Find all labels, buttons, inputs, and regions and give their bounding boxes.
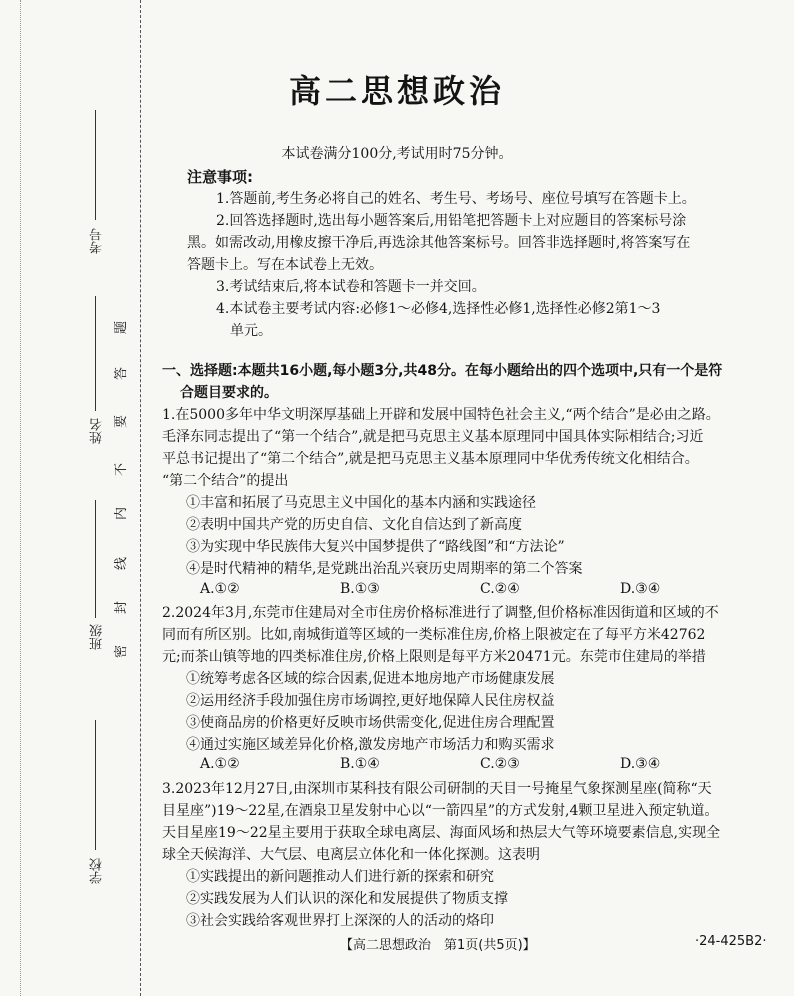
page-footer: 【高二思想政治 第1页(共5页)】 [340, 938, 536, 953]
seal-char: 答 [114, 366, 130, 381]
class-label: 班级 [90, 624, 105, 650]
question-stem [162, 404, 774, 492]
section-line: 合题目要求的。 [180, 385, 278, 401]
seal-char: 密 [114, 644, 130, 659]
school-label: 学校 [90, 858, 105, 884]
question-option: ④通过实施区域差异化价格,激发房地产市场活力和购买需求 [186, 737, 555, 753]
question-option: ②运用经济手段加强住房市场调控,更好地保障人民住房权益 [186, 693, 555, 709]
stem-line: 天目星座19～22星主要用于获取全球电离层、海面风场和热层大气等环境要素信息,实现全 [162, 825, 721, 841]
seal-char: 封 [114, 600, 130, 615]
class-line [95, 500, 96, 618]
exam-number-line [95, 110, 96, 220]
stem-line: 同而有所区别。比如,南城街道等区域的一类标准住房,价格上限被定在了每平方米42762 [162, 627, 706, 643]
question-option: ②表明中国共产党的历史自信、文化自信达到了新高度 [186, 517, 522, 533]
notice-item: 4.本试卷主要考试内容:必修1～必修4,选择性必修1,选择性必修2第1～3 [216, 301, 661, 317]
seal-char: 不 [114, 462, 130, 477]
question-option: ②实践发展为人们认识的深化和发展提供了物质支撑 [186, 891, 508, 907]
answer-choices [186, 581, 746, 597]
choice-c: C.②③ [480, 756, 520, 772]
choice-a: A.①② [200, 581, 240, 597]
exam-info: 本试卷满分100分,考试用时75分钟。 [281, 146, 513, 162]
answer-choices [186, 756, 746, 772]
question-option: ①丰富和拓展了马克思主义中国化的基本内涵和实践途径 [186, 495, 536, 511]
notice-heading: 注意事项: [187, 168, 253, 186]
choice-a: A.①② [200, 756, 240, 772]
question-stem [162, 602, 774, 668]
notice-item: 单元。 [230, 323, 272, 339]
stem-line: 3.2023年12月27日,由深圳市某科技有限公司研制的天目一号掩星气象探测星座(简称“天 [162, 781, 712, 797]
stem-line: 1.在5000多年中华文明深厚基础上开辟和发展中国特色社会主义,“两个结合”是必由之路。 [162, 407, 720, 423]
choice-d: D.③④ [620, 581, 661, 597]
question-stem [162, 778, 774, 866]
paper-code: ·24-425B2· [695, 934, 767, 949]
section-line: 一、选择题:本题共16小题,每小题3分,共48分。在每小题给出的四个选项中,只有一个是符 [162, 363, 723, 379]
choice-b: B.①④ [340, 756, 380, 772]
notice-item: 答题卡上。写在本试卷上无效。 [187, 257, 383, 273]
notice-item: 黑。如需改动,用橡皮擦干净后,再选涂其他答案标号。回答非选择题时,将答案写在 [187, 235, 691, 251]
stem-line: 球全天候海洋、大气层、电离层立体化和一体化探测。这表明 [162, 847, 540, 863]
seal-char: 要 [114, 414, 130, 429]
name-label: 姓名 [90, 418, 105, 444]
stem-line: 2.2024年3月,东莞市住建局对全市住房价格标准进行了调整,但价格标准因街道和区域的不 [162, 605, 719, 621]
question-option: ①实践提出的新问题推动人们进行新的探索和研究 [186, 869, 494, 885]
notice-item: 1.答题前,考生务必将自己的姓名、考生号、考场号、座位号填写在答题卡上。 [216, 191, 696, 207]
choice-c: C.②④ [480, 581, 520, 597]
seal-char: 线 [114, 556, 130, 571]
question-option: ④是时代精神的精华,是党跳出治乱兴衰历史周期率的第二个答案 [186, 561, 583, 577]
stem-line: 毛泽东同志提出了“第一个结合”,就是把马克思主义基本原理同中国具体实际相结合;习近 [162, 429, 704, 445]
question-option: ③为实现中华民族伟大复兴中国梦提供了“路线图”和“方法论” [186, 539, 565, 555]
seal-char: 题 [114, 320, 130, 335]
choice-d: D.③④ [620, 756, 661, 772]
question-option: ③使商品房的价格更好反映市场供需变化,促进住房合理配置 [186, 715, 555, 731]
section-heading [162, 360, 772, 404]
question-option: ①统筹考虑各区域的综合因素,促进本地房地产市场健康发展 [186, 671, 555, 687]
seal-char: 内 [114, 506, 130, 521]
notice-item: 2.回答选择题时,选出每小题答案后,用铅笔把答题卡上对应题目的答案标号涂 [216, 213, 687, 229]
exam-number-label: 考号 [90, 228, 105, 254]
school-line [95, 720, 96, 850]
choice-b: B.①③ [340, 581, 380, 597]
stem-line: 目星座”)19～22星,在酒泉卫星发射中心以“一箭四星”的方式发射,4颗卫星进入预定轨道。 [162, 803, 719, 819]
stem-line: “第二个结合”的提出 [162, 473, 289, 489]
notice-item: 3.考试结束后,将本试卷和答题卡一并交回。 [216, 279, 486, 295]
stem-line: 平总书记提出了“第二个结合”,就是把马克思主义基本原理同中华优秀传统文化相结合。 [162, 451, 699, 467]
stem-line: 元;而茶山镇等地的四类标准住房,价格上限则是每平方米20471元。东莞市住建局的举措 [162, 649, 706, 665]
question-option: ③社会实践给客观世界打上深深的人的活动的烙印 [186, 913, 494, 929]
page-title: 高二思想政治 [288, 72, 505, 110]
name-line [95, 296, 96, 411]
